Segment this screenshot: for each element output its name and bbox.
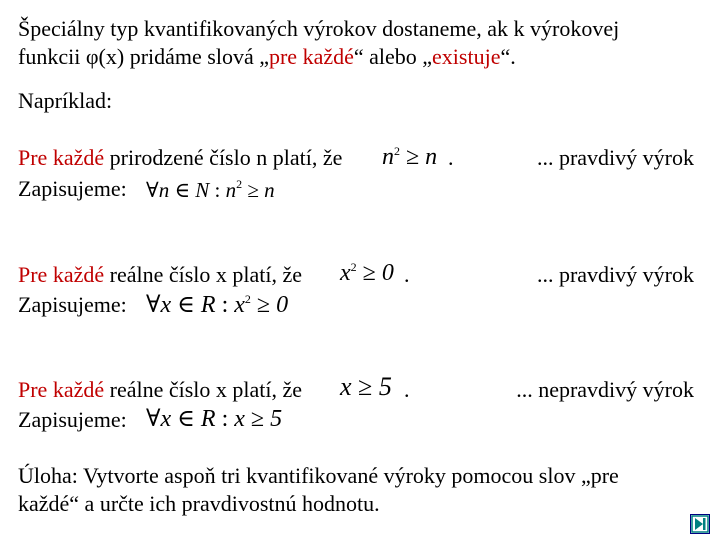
example-2-rest: reálne číslo x platí, že: [104, 262, 303, 287]
end-show-button[interactable]: [690, 514, 710, 534]
example-2-result: ... pravdivý výrok: [536, 262, 694, 287]
example-3-result: ... nepravdivý výrok: [516, 377, 694, 402]
forall-icon: ∀: [146, 178, 159, 202]
task-line-1: Úloha: Vytvorte aspoň tri kvantifikované výroky pomocou slov „pre: [18, 463, 619, 488]
example-3-quantified: ∀x ∈ R : x ≥ 5: [146, 406, 283, 432]
example-1-result: ... pravdivý výrok: [536, 145, 694, 170]
keyword-existuje: existuje: [432, 44, 501, 69]
example-2-quantified: ∀x ∈ R : $x^2 \ge 0$: [146, 292, 289, 318]
example-3-formula: x ≥ 5: [340, 372, 392, 401]
intro-text-b: pridáme slová „: [124, 44, 269, 69]
example-3-dot: .: [404, 377, 410, 402]
example-3-rest: reálne číslo x platí, že: [104, 377, 303, 402]
example-1-lead: Pre každé: [18, 145, 105, 170]
forall-icon: ∀: [146, 406, 161, 432]
example-2-formula: $x^2 \ge 0$: [340, 260, 394, 286]
example-3-statement: [18, 377, 302, 403]
example-1-write-label: Zapisujeme:: [18, 176, 127, 201]
intro-line-2: [18, 44, 516, 70]
intro-line-1: Špeciálny typ kvantifikovaných výrokov dostaneme, ak k výrokovej: [18, 16, 620, 41]
task-line-2: každé“ a určte ich pravdivostnú hodnotu.: [18, 491, 380, 516]
intro-text-a: funkcii: [18, 44, 86, 69]
example-1-formula: $n^2 \ge n$: [382, 144, 438, 170]
forall-icon: ∀: [146, 292, 161, 318]
end-show-icon: [690, 514, 710, 534]
keyword-pre-kazde: pre každé: [268, 44, 354, 69]
example-1-rest: prirodzené číslo n platí, že: [104, 145, 343, 170]
phi-function: φ(x): [85, 44, 125, 69]
example-2-write-label: Zapisujeme:: [18, 292, 127, 317]
example-1-statement: [18, 145, 342, 171]
example-3-write-label: Zapisujeme:: [18, 407, 127, 432]
example-2-dot: .: [404, 262, 410, 287]
example-1-dot: .: [448, 145, 454, 170]
example-2-lead: Pre každé: [18, 262, 105, 287]
example-heading: Napríklad:: [18, 88, 113, 113]
intro-text-c: “ alebo „: [353, 44, 433, 69]
example-3-lead: Pre každé: [18, 377, 105, 402]
example-2-statement: [18, 262, 302, 288]
intro-text-d: “.: [500, 44, 516, 69]
example-1-quantified: ∀n ∈ N : $n^2 \ge n$: [146, 177, 275, 202]
